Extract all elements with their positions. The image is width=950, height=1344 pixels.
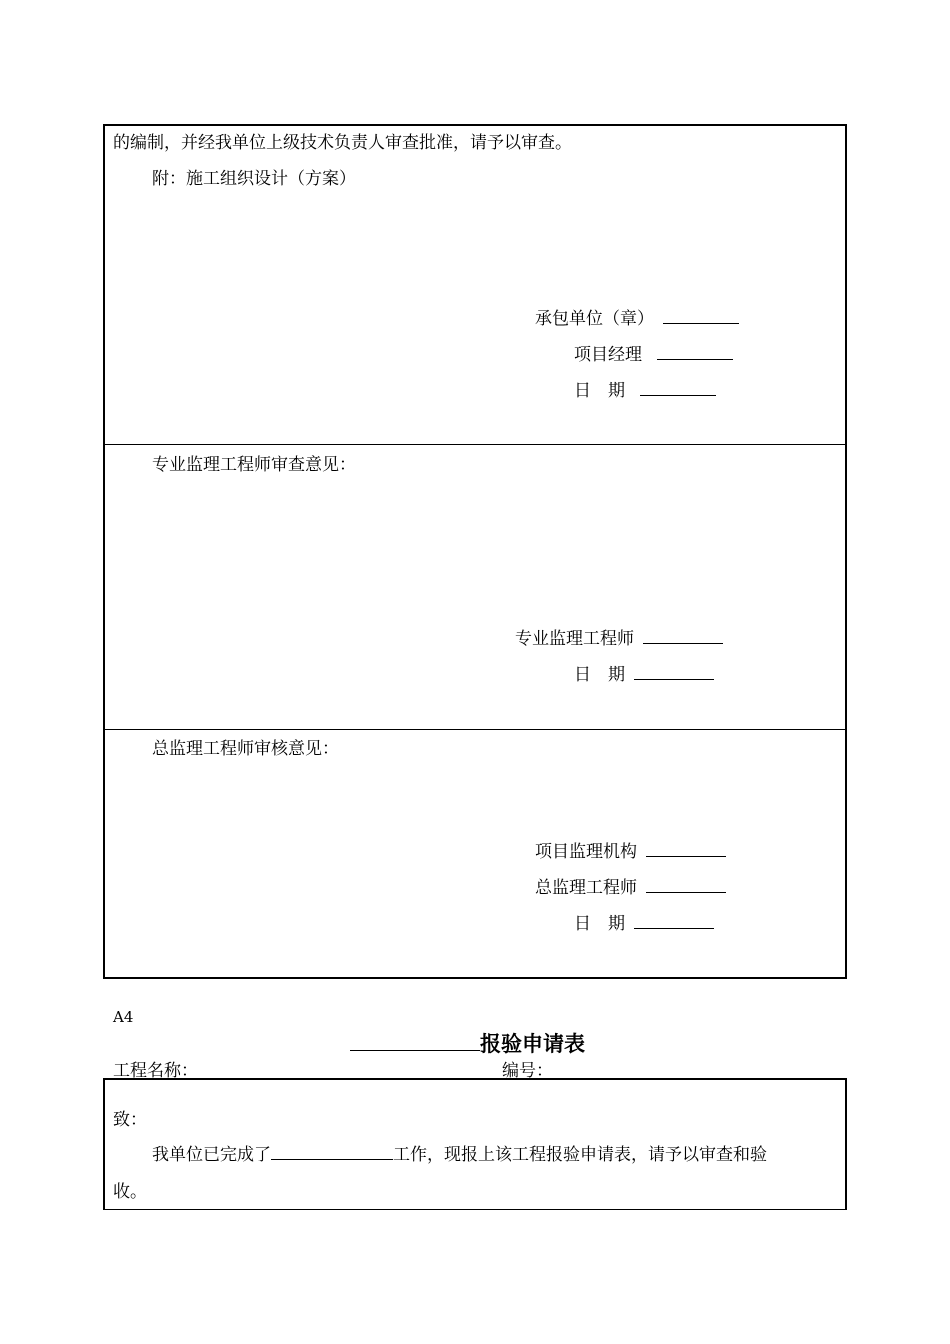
body-text-part3: 收。 xyxy=(113,1182,147,1202)
contractor-label: 承包单位（章） xyxy=(535,309,654,329)
attachment-label: 附：施工组织设计（方案） xyxy=(152,169,356,189)
org-sign-row xyxy=(535,837,726,862)
chief-sign-row xyxy=(535,873,726,898)
title-blank-line[interactable] xyxy=(350,1028,480,1051)
chief-signature-line[interactable] xyxy=(646,875,726,893)
engineer-signature-line[interactable] xyxy=(643,626,723,644)
body-line xyxy=(152,1140,767,1165)
date-label-3: 日 期 xyxy=(574,914,625,934)
number-label: 编号： xyxy=(502,1061,553,1081)
date-line-2[interactable] xyxy=(634,662,714,680)
chief-opinion-label: 总监理工程师审核意见： xyxy=(152,739,339,759)
form-code: A4 xyxy=(113,1008,134,1026)
chief-sign-label: 总监理工程师 xyxy=(535,878,637,898)
section-divider xyxy=(105,729,845,730)
review-form-box xyxy=(103,124,847,979)
engineer-sign-label: 专业监理工程师 xyxy=(515,629,634,649)
project-name-label: 工程名称： xyxy=(113,1061,198,1081)
body-text-part2: 工作，现报上该工程报验申请表，请予以审查和验 xyxy=(393,1145,767,1165)
contractor-sign-row xyxy=(535,304,739,329)
to-label: 致： xyxy=(113,1110,147,1130)
date-row-3 xyxy=(574,909,714,934)
section-divider xyxy=(105,444,845,445)
org-signature-line[interactable] xyxy=(646,839,726,857)
engineer-opinion-label: 专业监理工程师审查意见： xyxy=(152,455,356,475)
org-label: 项目监理机构 xyxy=(535,842,637,862)
pm-label: 项目经理 xyxy=(574,345,642,365)
pm-signature-line[interactable] xyxy=(657,342,733,360)
date-row-2 xyxy=(574,660,714,685)
form-title-text: 报验申请表 xyxy=(480,1032,585,1056)
date-row xyxy=(574,376,716,401)
date-line-3[interactable] xyxy=(634,911,714,929)
date-label: 日 期 xyxy=(574,381,625,401)
form-text-line: 的编制，并经我单位上级技术负责人审查批准，请予以审查。 xyxy=(113,133,572,153)
contractor-signature-line[interactable] xyxy=(663,306,739,324)
date-line[interactable] xyxy=(640,378,716,396)
engineer-sign-row xyxy=(515,624,723,649)
pm-sign-row xyxy=(574,340,733,365)
date-label-2: 日 期 xyxy=(574,665,625,685)
body-text-part1: 我单位已完成了 xyxy=(152,1145,271,1165)
form-title xyxy=(350,1028,585,1058)
work-blank-line[interactable] xyxy=(271,1142,393,1160)
